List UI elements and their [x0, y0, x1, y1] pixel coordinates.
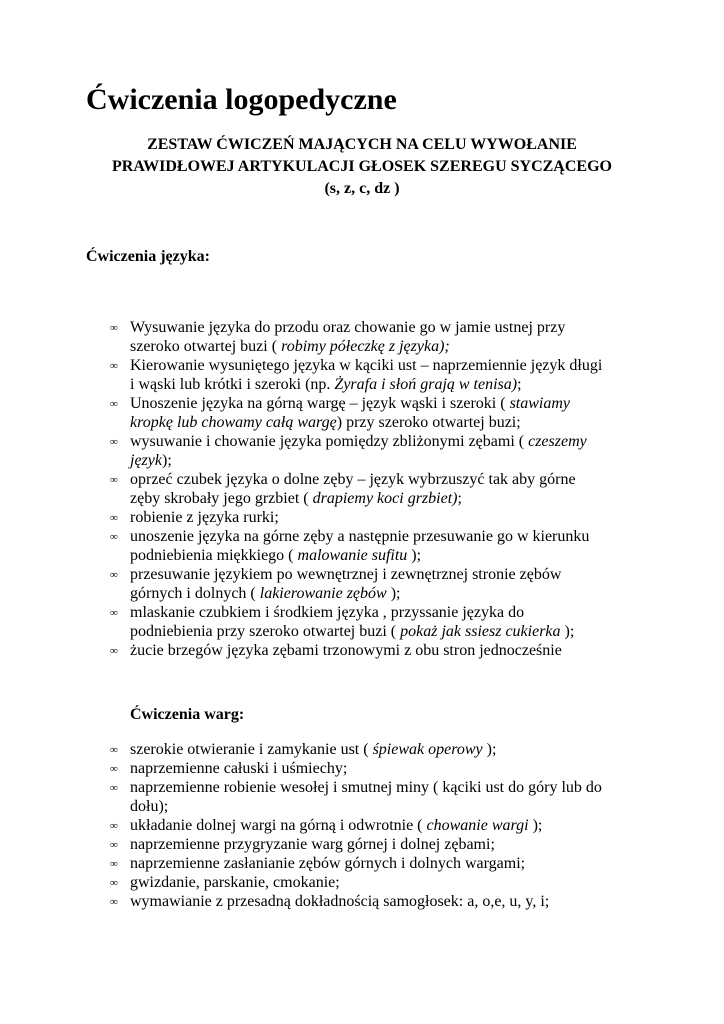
- list-item: ∞ przesuwanie językiem po wewnętrznej i zewnętrznej stronie zębów górnych i dolnych ( lakierowanie zębów );: [110, 566, 562, 602]
- infinity-bullet-icon: ∞: [110, 398, 118, 410]
- list-item: ∞ szerokie otwieranie i zamykanie ust ( śpiewak operowy );: [110, 741, 497, 758]
- infinity-bullet-icon: ∞: [110, 569, 118, 581]
- infinity-bullet-icon: ∞: [110, 858, 118, 870]
- infinity-bullet-icon: ∞: [110, 474, 118, 486]
- list-item: ∞ oprzeć czubek języka o dolne zęby – język wybrzuszyć tak aby górne zęby skrobały jego grzbiet ( drapiemy koci grzbiet);: [110, 471, 576, 507]
- document-title: Ćwiczenia logopedyczne: [86, 83, 397, 116]
- list-item: ∞ Kierowanie wysuniętego języka w kąciki ust – naprzemiennie język długi i wąski lub krótki i szeroki (np. Żyrafa i słoń grają w tenisa);: [110, 357, 603, 393]
- lips-exercises-heading: Ćwiczenia warg:: [130, 706, 245, 723]
- tongue-exercises-list: [110, 318, 650, 660]
- infinity-bullet-icon: ∞: [110, 531, 118, 543]
- subtitle-line: ZESTAW ĆWICZEŃ MAJĄCYCH NA CELU WYWOŁANIE: [147, 136, 577, 153]
- list-item: ∞ wysuwanie i chowanie języka pomiędzy zbliżonymi zębami ( czeszemy język);: [110, 433, 587, 469]
- infinity-bullet-icon: ∞: [110, 322, 118, 334]
- tongue-exercises-heading: Ćwiczenia języka:: [86, 248, 210, 265]
- infinity-bullet-icon: ∞: [110, 782, 118, 794]
- infinity-bullet-icon: ∞: [110, 607, 118, 619]
- infinity-bullet-icon: ∞: [110, 763, 118, 775]
- list-item: ∞ mlaskanie czubkiem i środkiem języka , przyssanie języka do podniebienia przy szeroko otwartej buzi ( pokaż jak ssiesz cukierka );: [110, 604, 575, 640]
- infinity-bullet-icon: ∞: [110, 512, 118, 524]
- list-item: ∞ naprzemienne robienie wesołej i smutnej miny ( kąciki ust do góry lub do dołu);: [110, 779, 602, 815]
- list-item: ∞ naprzemienne przygryzanie warg górnej i dolnej zębami;: [110, 836, 495, 853]
- list-item: ∞ unoszenie języka na górne zęby a następnie przesuwanie go w kierunku podniebienia miękkiego ( malowanie sufitu );: [110, 528, 590, 564]
- list-item: ∞ żucie brzegów języka zębami trzonowymi z obu stron jednocześnie: [110, 642, 562, 659]
- subtitle-line: (s, z, c, dz ): [324, 180, 400, 197]
- infinity-bullet-icon: ∞: [110, 839, 118, 851]
- list-item: ∞ układanie dolnej wargi na górną i odwrotnie ( chowanie wargi );: [110, 817, 543, 834]
- list-item: ∞ naprzemienne całuski i uśmiechy;: [110, 760, 348, 777]
- list-item: ∞ robienie z języka rurki;: [110, 509, 279, 526]
- list-item: ∞ Wysuwanie języka do przodu oraz chowanie go w jamie ustnej przy szeroko otwartej buzi ( robimy półeczkę z języka);: [110, 319, 566, 355]
- subtitle-line: PRAWIDŁOWEJ ARTYKULACJI GŁOSEK SZEREGU SYCZĄCEGO: [112, 158, 612, 175]
- document-subtitle: [60, 134, 664, 200]
- infinity-bullet-icon: ∞: [110, 896, 118, 908]
- infinity-bullet-icon: ∞: [110, 877, 118, 889]
- infinity-bullet-icon: ∞: [110, 645, 118, 657]
- lips-exercises-list: [110, 740, 650, 911]
- infinity-bullet-icon: ∞: [110, 436, 118, 448]
- list-item: ∞ wymawianie z przesadną dokładnością samogłosek: a, o,e, u, y, i;: [110, 893, 550, 910]
- list-item: ∞ Unoszenie języka na górną wargę – język wąski i szeroki ( stawiamy kropkę lub chowamy całą wargę) przy szeroko otwartej buzi;: [110, 395, 571, 431]
- infinity-bullet-icon: ∞: [110, 360, 118, 372]
- list-item: ∞ naprzemienne zasłanianie zębów górnych i dolnych wargami;: [110, 855, 526, 872]
- list-item: ∞ gwizdanie, parskanie, cmokanie;: [110, 874, 340, 891]
- infinity-bullet-icon: ∞: [110, 820, 118, 832]
- infinity-bullet-icon: ∞: [110, 744, 118, 756]
